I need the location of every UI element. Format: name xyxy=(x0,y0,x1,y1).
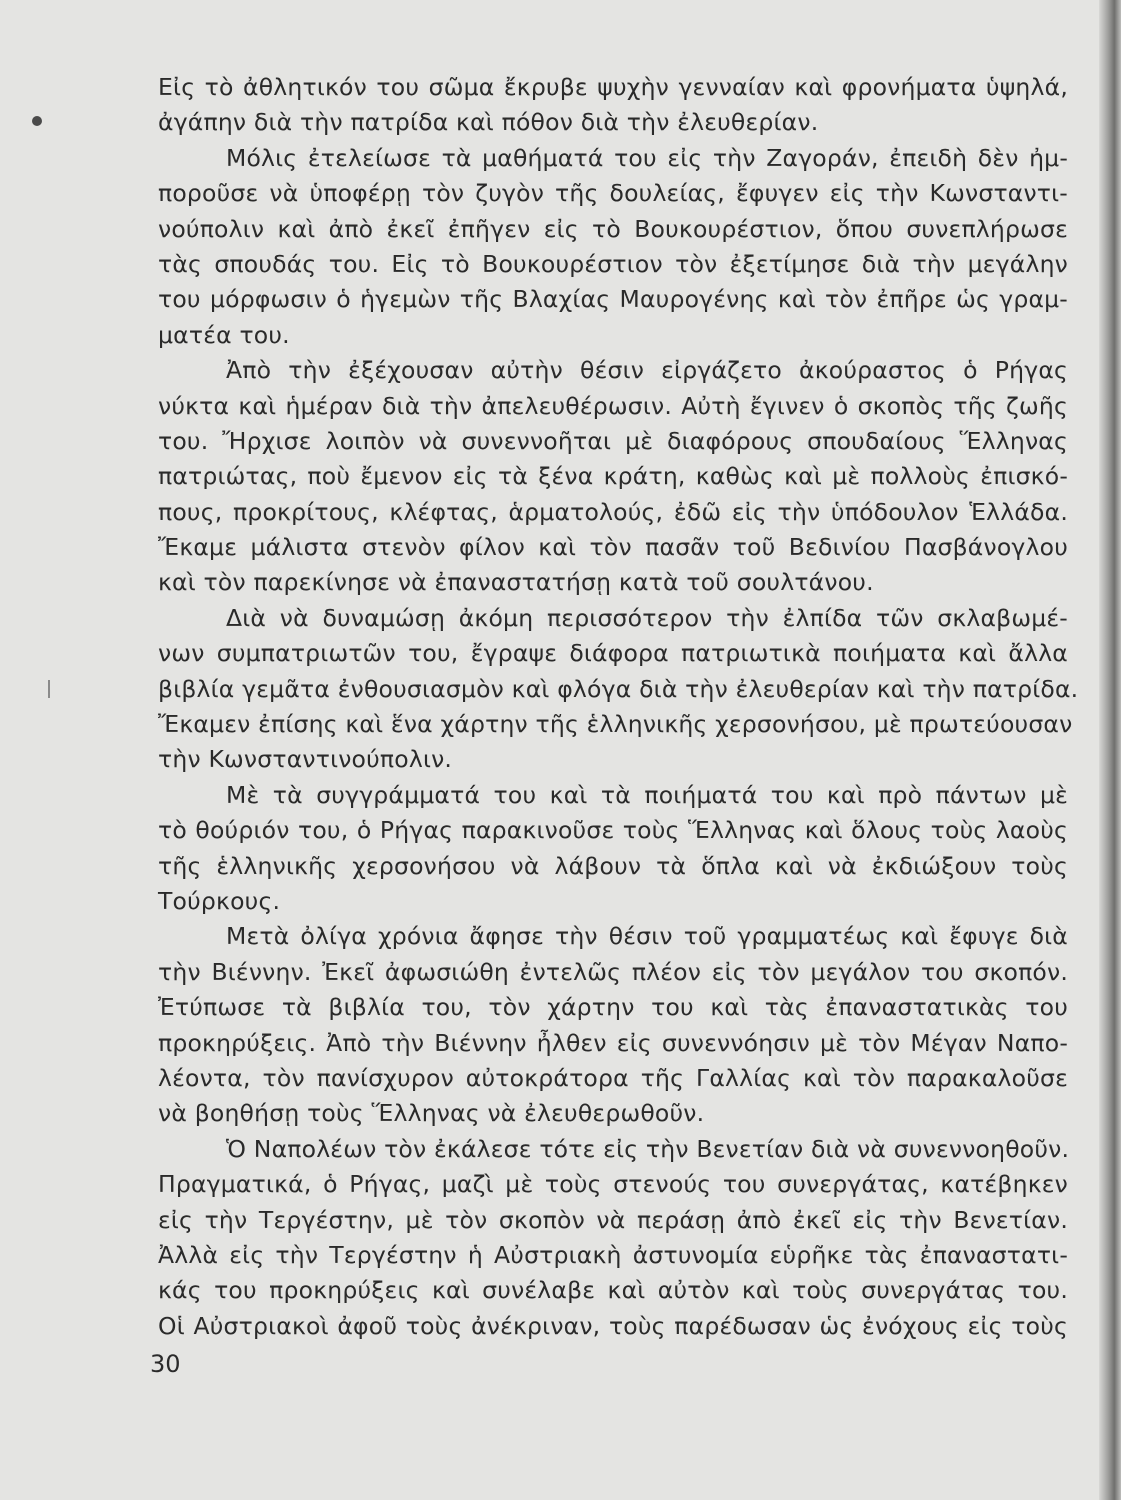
text-line: Μετὰ ὀλίγα χρόνια ἄφησε τὴν θέσιν τοῦ γραμματέως καὶ ἔφυγε διὰ xyxy=(226,922,1068,951)
page-edge-shadow xyxy=(1099,0,1121,1500)
body-text xyxy=(158,70,1079,1344)
text-line: νούπολιν καὶ ἀπὸ ἐκεῖ ἐπῆγεν εἰς τὸ Βουκουρέστιον, ὅπου συνεπλήρωσε xyxy=(158,214,1068,243)
text-line: Ἀπὸ τὴν ἐξέχουσαν αὐτὴν θέσιν εἰργάζετο ἀκούραστος ὁ Ρήγας xyxy=(226,356,1068,385)
text-line: ποροῦσε νὰ ὑποφέρῃ τὸν ζυγὸν τῆς δουλείας, ἔφυγεν εἰς τὴν Κωνσταντι- xyxy=(158,179,1068,208)
text-line: Μὲ τὰ συγγράμματά του καὶ τὰ ποιήματά του καὶ πρὸ πάντων μὲ xyxy=(226,780,1068,809)
text-line: Διὰ νὰ δυναμώσῃ ἀκόμη περισσότερον τὴν ἐλπίδα τῶν σκλαβωμέ- xyxy=(226,603,1068,632)
text-line: πους, προκρίτους, κλέφτας, ἁρματολούς, ἐδῶ εἰς τὴν ὑπόδουλον Ἑλλάδα. xyxy=(158,497,1068,526)
page-number: 30 xyxy=(150,1350,181,1378)
text-line: Ἐτύπωσε τὰ βιβλία του, τὸν χάρτην του καὶ τὰς ἐπαναστατικὰς του xyxy=(158,993,1068,1022)
text-line: τῆς ἑλληνικῆς χερσονήσου νὰ λάβουν τὰ ὅπλα καὶ νὰ ἐκδιώξουν τοὺς xyxy=(158,851,1068,880)
text-line: τὰς σπουδάς του. Εἰς τὸ Βουκουρέστιον τὸν ἐξετίμησε διὰ τὴν μεγάλην xyxy=(158,249,1068,278)
text-line: καὶ τὸν παρεκίνησε νὰ ἐπαναστατήσῃ κατὰ τοῦ σουλτάνου. xyxy=(158,568,874,597)
text-line: του μόρφωσιν ὁ ἡγεμὼν τῆς Βλαχίας Μαυρογένης καὶ τὸν ἐπῆρε ὡς γραμ- xyxy=(158,285,1068,314)
text-line: τὴν Βιέννην. Ἐκεῖ ἀφωσιώθη ἐντελῶς πλέον εἰς τὸν μεγάλον του σκοπόν. xyxy=(158,957,1068,986)
margin-mark xyxy=(48,680,50,698)
text-line: νὰ βοηθήσῃ τοὺς Ἕλληνας νὰ ἐλευθερωθοῦν. xyxy=(158,1099,705,1128)
text-line: κάς του προκηρύξεις καὶ συνέλαβε καὶ αὐτὸν καὶ τοὺς συνεργάτας του. xyxy=(158,1276,1068,1305)
text-line: Ἀλλὰ εἰς τὴν Τεργέστην ἡ Αὐστριακὴ ἀστυνομία εὑρῆκε τὰς ἐπαναστατι- xyxy=(158,1240,1068,1269)
ink-spot xyxy=(32,116,42,126)
text-line: Οἱ Αὐστριακοὶ ἀφοῦ τοὺς ἀνέκριναν, τοὺς παρέδωσαν ὡς ἐνόχους εἰς τοὺς xyxy=(158,1311,1068,1340)
text-line: νων συμπατριωτῶν του, ἔγραψε διάφορα πατριωτικὰ ποιήματα καὶ ἄλλα xyxy=(158,639,1068,668)
text-line: Ὁ Ναπολέων τὸν ἐκάλεσε τότε εἰς τὴν Βενετίαν διὰ νὰ συνεννοηθοῦν. xyxy=(226,1134,1070,1163)
text-line: Μόλις ἐτελείωσε τὰ μαθήματά του εἰς τὴν Ζαγοράν, ἐπειδὴ δὲν ἠμ- xyxy=(226,143,1068,172)
text-line: Τούρκους. xyxy=(158,886,281,915)
text-line: βιβλία γεμᾶτα ἐνθουσιασμὸν καὶ φλόγα διὰ τὴν ἐλευθερίαν καὶ τὴν πατρίδα. xyxy=(158,674,1079,703)
text-line: ματέα του. xyxy=(158,320,290,349)
text-line: ἀγάπην διὰ τὴν πατρίδα καὶ πόθον διὰ τὴν ἐλευθερίαν. xyxy=(158,108,819,137)
text-line: προκηρύξεις. Ἀπὸ τὴν Βιέννην ἦλθεν εἰς συνεννόησιν μὲ τὸν Μέγαν Ναπο- xyxy=(158,1028,1068,1057)
text-line: του. Ἤρχισε λοιπὸν νὰ συνεννοῆται μὲ διαφόρους σπουδαίους Ἕλληνας xyxy=(158,426,1068,455)
text-line: Ἔκαμεν ἐπίσης καὶ ἕνα χάρτην τῆς ἑλληνικῆς χερσονήσου, μὲ πρωτεύουσαν xyxy=(158,710,1073,739)
text-line: λέοντα, τὸν πανίσχυρον αὐτοκράτορα τῆς Γαλλίας καὶ τὸν παρακαλοῦσε xyxy=(158,1063,1068,1092)
text-line: τὴν Κωνσταντινούπολιν. xyxy=(158,745,453,774)
text-line: Πραγματικά, ὁ Ρήγας, μαζὶ μὲ τοὺς στενούς του συνεργάτας, κατέβηκεν xyxy=(158,1170,1068,1199)
text-line: εἰς τὴν Τεργέστην, μὲ τὸν σκοπὸν νὰ περάσῃ ἀπὸ ἐκεῖ εἰς τὴν Βενετίαν. xyxy=(158,1205,1068,1234)
text-line: Εἰς τὸ ἀθλητικόν του σῶμα ἔκρυβε ψυχὴν γενναίαν καὶ φρονήματα ὑψηλά, xyxy=(158,73,1068,101)
text-line: Ἔκαμε μάλιστα στενὸν φίλον καὶ τὸν πασᾶν τοῦ Βεδινίου Πασβάνογλου xyxy=(158,533,1068,562)
text-line: νύκτα καὶ ἡμέραν διὰ τὴν ἀπελευθέρωσιν. Αὐτὴ ἔγινεν ὁ σκοπὸς τῆς ζωῆς xyxy=(158,391,1068,420)
text-line: πατριώτας, ποὺ ἔμενον εἰς τὰ ξένα κράτη, καθὼς καὶ μὲ πολλοὺς ἐπισκό- xyxy=(158,462,1068,491)
text-line: τὸ θούριόν του, ὁ Ρήγας παρακινοῦσε τοὺς Ἕλληνας καὶ ὅλους τοὺς λαοὺς xyxy=(158,816,1068,845)
